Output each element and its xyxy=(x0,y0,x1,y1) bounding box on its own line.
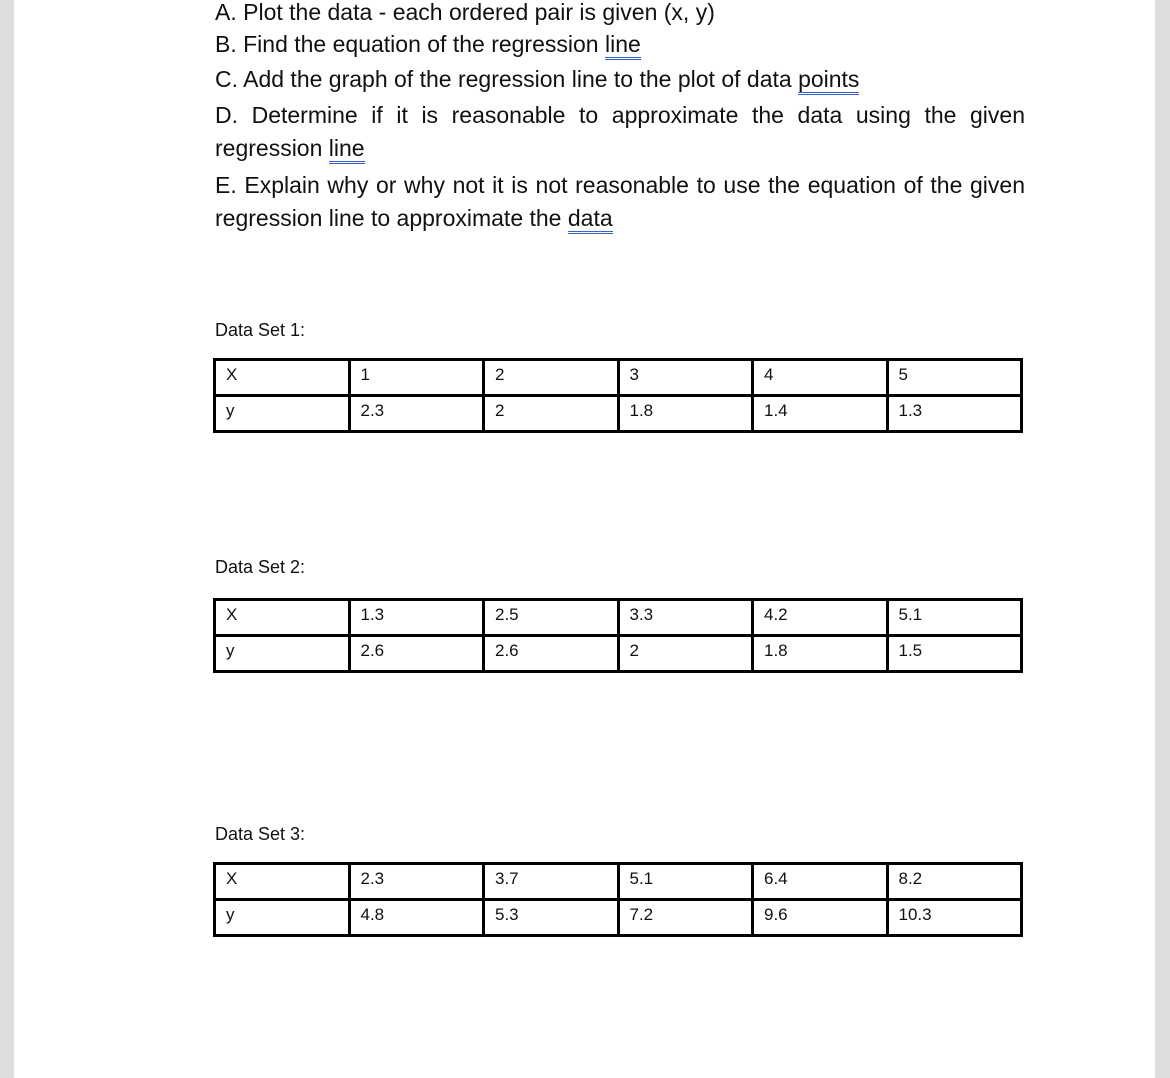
data-set-3-table xyxy=(213,862,1023,937)
table-row-y xyxy=(215,636,1022,672)
table-cell: 2.3 xyxy=(349,864,484,900)
data-set-2-label: Data Set 2: xyxy=(215,557,306,577)
table-cell: 4.2 xyxy=(753,600,888,636)
instruction-d-text: regression xyxy=(215,135,329,161)
table-row-x xyxy=(215,864,1022,900)
table-cell: 4.8 xyxy=(349,900,484,936)
table-header-y: y xyxy=(215,900,350,936)
table-cell: 2.5 xyxy=(484,600,619,636)
table-row-y xyxy=(215,900,1022,936)
table-cell: 2.6 xyxy=(484,636,619,672)
table-cell: 2 xyxy=(618,636,753,672)
table-cell: 1 xyxy=(349,360,484,396)
data-set-1-label: Data Set 1: xyxy=(215,320,306,340)
instruction-d-line2 xyxy=(215,135,365,162)
table-row-x xyxy=(215,600,1022,636)
table-cell: 1.4 xyxy=(753,396,888,432)
table-cell: 2.6 xyxy=(349,636,484,672)
table-header-y: y xyxy=(215,396,350,432)
data-set-2-table xyxy=(213,598,1023,673)
table-row-x xyxy=(215,360,1022,396)
table-cell: 3 xyxy=(618,360,753,396)
table-cell: 3.3 xyxy=(618,600,753,636)
instruction-b-text: B. Find the equation of the regression xyxy=(215,31,605,57)
table-cell: 2 xyxy=(484,396,619,432)
document-page xyxy=(14,0,1155,1078)
table-cell: 5 xyxy=(887,360,1022,396)
table-cell: 1.8 xyxy=(618,396,753,432)
instruction-e-line1: E. Explain why or why not it is not reasonable to use the equation of the given xyxy=(215,172,1025,198)
data-set-1-table xyxy=(213,358,1023,433)
instruction-d-grammar-marked[interactable]: line xyxy=(329,135,365,164)
instruction-e-line2 xyxy=(215,205,613,232)
instruction-b xyxy=(215,31,641,58)
data-set-3-label: Data Set 3: xyxy=(215,824,306,844)
table-cell: 7.2 xyxy=(618,900,753,936)
table-cell: 6.4 xyxy=(753,864,888,900)
instruction-e-text: regression line to approximate the xyxy=(215,205,568,231)
table-cell: 2 xyxy=(484,360,619,396)
table-cell: 3.7 xyxy=(484,864,619,900)
table-cell: 1.5 xyxy=(887,636,1022,672)
table-cell: 5.3 xyxy=(484,900,619,936)
table-cell: 1.8 xyxy=(753,636,888,672)
instruction-b-grammar-marked[interactable]: line xyxy=(605,31,641,60)
instruction-c-grammar-marked[interactable]: points xyxy=(798,66,859,95)
instruction-c-text: C. Add the graph of the regression line to the plot of data xyxy=(215,66,799,92)
table-header-x: X xyxy=(215,864,350,900)
table-cell: 5.1 xyxy=(618,864,753,900)
instruction-e-grammar-marked[interactable]: data xyxy=(568,205,613,234)
table-cell: 2.3 xyxy=(349,396,484,432)
table-cell: 8.2 xyxy=(887,864,1022,900)
instruction-a xyxy=(215,0,715,26)
table-cell: 10.3 xyxy=(887,900,1022,936)
table-header-y: y xyxy=(215,636,350,672)
instruction-d-line1: D. Determine if it is reasonable to approximate the data using the given xyxy=(215,102,1025,128)
table-header-x: X xyxy=(215,360,350,396)
table-cell: 1.3 xyxy=(887,396,1022,432)
table-row-y xyxy=(215,396,1022,432)
table-cell: 4 xyxy=(753,360,888,396)
table-cell: 1.3 xyxy=(349,600,484,636)
instruction-a-text: A. Plot the data - each ordered pair is given (x, y) xyxy=(215,0,715,25)
instruction-c xyxy=(215,66,859,93)
table-cell: 9.6 xyxy=(753,900,888,936)
table-header-x: X xyxy=(215,600,350,636)
table-cell: 5.1 xyxy=(887,600,1022,636)
